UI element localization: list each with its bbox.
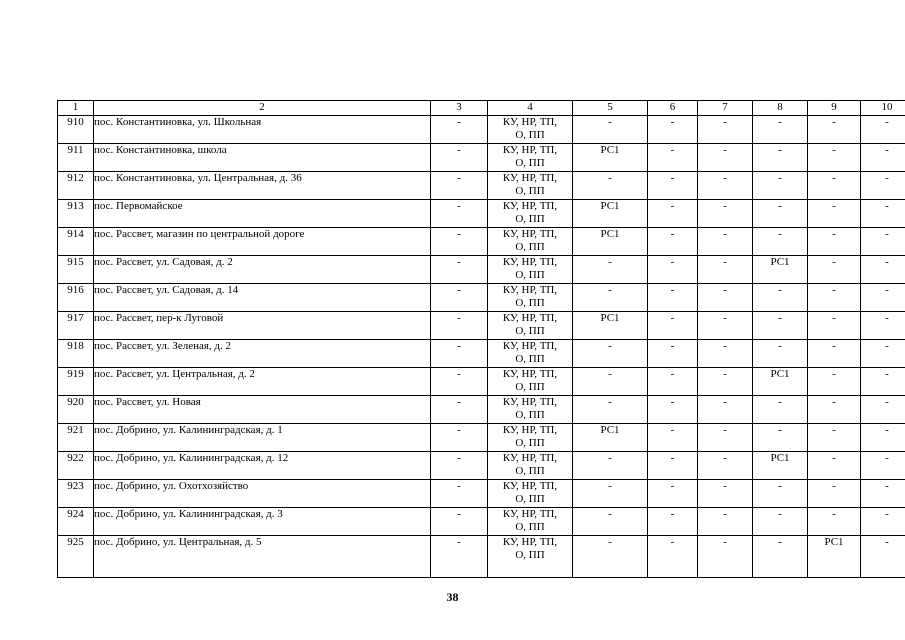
col4-line1: КУ, НР, ТП, (502, 536, 558, 548)
col5-cell: - (573, 256, 648, 284)
col6-cell: - (648, 508, 698, 536)
table-row (58, 424, 905, 452)
col4-line1: КУ, НР, ТП, (502, 144, 558, 156)
col7-cell: - (698, 340, 753, 368)
col9-cell: - (808, 172, 861, 200)
col7-cell: - (698, 200, 753, 228)
header-row (58, 101, 905, 116)
col4-line2: О, ПП (515, 493, 545, 505)
col8-cell: - (753, 144, 808, 172)
col10-cell: - (861, 228, 905, 256)
col4-line2: О, ПП (515, 353, 545, 365)
col10-cell: - (861, 340, 905, 368)
col5-cell: - (573, 116, 648, 144)
col5-cell: РС1 (573, 200, 648, 228)
col10-cell: - (861, 396, 905, 424)
col4-line2: О, ПП (515, 549, 545, 561)
col4-cell (488, 340, 573, 368)
col4-line2: О, ПП (515, 325, 545, 337)
col9-cell: - (808, 508, 861, 536)
header-cell: 9 (808, 101, 861, 116)
col4-cell (488, 536, 573, 578)
col9-cell: - (808, 312, 861, 340)
col4-cell (488, 368, 573, 396)
col10-cell: - (861, 508, 905, 536)
table-row (58, 480, 905, 508)
col10-cell: - (861, 452, 905, 480)
col4-line2: О, ПП (515, 241, 545, 253)
table-row (58, 256, 905, 284)
col4-line1: КУ, НР, ТП, (502, 480, 558, 492)
col9-cell: - (808, 144, 861, 172)
header-cell: 5 (573, 101, 648, 116)
col7-cell: - (698, 312, 753, 340)
row-number-cell: 917 (58, 312, 94, 340)
location-name-cell: пос. Добрино, ул. Калининградская, д. 3 (94, 508, 431, 536)
col4-cell (488, 312, 573, 340)
location-name-cell: пос. Константиновка, ул. Школьная (94, 116, 431, 144)
col4-cell (488, 284, 573, 312)
col6-cell: - (648, 200, 698, 228)
col10-cell: - (861, 172, 905, 200)
page-number: 38 (446, 590, 459, 604)
row-number-cell: 920 (58, 396, 94, 424)
row-number-cell: 925 (58, 536, 94, 578)
col4-cell (488, 228, 573, 256)
col5-cell: - (573, 340, 648, 368)
col10-cell: - (861, 480, 905, 508)
col6-cell: - (648, 452, 698, 480)
col6-cell: - (648, 228, 698, 256)
col9-cell: - (808, 256, 861, 284)
col6-cell: - (648, 340, 698, 368)
col9-cell: - (808, 228, 861, 256)
col4-cell (488, 256, 573, 284)
table-row (58, 340, 905, 368)
header-cell: 6 (648, 101, 698, 116)
col3-cell: - (431, 508, 488, 536)
table-header (58, 101, 905, 116)
col10-cell: - (861, 536, 905, 578)
row-number-cell: 923 (58, 480, 94, 508)
col4-line1: КУ, НР, ТП, (502, 452, 558, 464)
col6-cell: - (648, 368, 698, 396)
col3-cell: - (431, 536, 488, 578)
row-number-cell: 910 (58, 116, 94, 144)
col10-cell: - (861, 116, 905, 144)
col5-cell: РС1 (573, 144, 648, 172)
col6-cell: - (648, 396, 698, 424)
header-cell: 3 (431, 101, 488, 116)
col5-cell: - (573, 396, 648, 424)
col7-cell: - (698, 256, 753, 284)
col4-line1: КУ, НР, ТП, (502, 116, 558, 128)
col4-line1: КУ, НР, ТП, (502, 508, 558, 520)
col8-cell: - (753, 200, 808, 228)
col8-cell: - (753, 172, 808, 200)
col4-line2: О, ПП (515, 437, 545, 449)
col8-cell: РС1 (753, 368, 808, 396)
col4-cell (488, 508, 573, 536)
location-name-cell: пос. Рассвет, ул. Садовая, д. 14 (94, 284, 431, 312)
col4-cell (488, 116, 573, 144)
col3-cell: - (431, 452, 488, 480)
location-name-cell: пос. Рассвет, ул. Новая (94, 396, 431, 424)
col5-cell: - (573, 508, 648, 536)
header-cell: 7 (698, 101, 753, 116)
col7-cell: - (698, 508, 753, 536)
location-name-cell: пос. Рассвет, пер-к Луговой (94, 312, 431, 340)
location-name-cell: пос. Рассвет, магазин по центральной дороге (94, 228, 431, 256)
col6-cell: - (648, 536, 698, 578)
col6-cell: - (648, 284, 698, 312)
col6-cell: - (648, 116, 698, 144)
col7-cell: - (698, 396, 753, 424)
location-name-cell: пос. Константиновка, школа (94, 144, 431, 172)
col7-cell: - (698, 424, 753, 452)
col10-cell: - (861, 312, 905, 340)
col4-line1: КУ, НР, ТП, (502, 284, 558, 296)
col6-cell: - (648, 144, 698, 172)
col5-cell: - (573, 480, 648, 508)
col7-cell: - (698, 228, 753, 256)
col8-cell: - (753, 424, 808, 452)
col4-line2: О, ПП (515, 521, 545, 533)
location-name-cell: пос. Добрино, ул. Центральная, д. 5 (94, 536, 431, 578)
col7-cell: - (698, 368, 753, 396)
col9-cell: - (808, 480, 861, 508)
col4-cell (488, 144, 573, 172)
col4-line1: КУ, НР, ТП, (502, 340, 558, 352)
col9-cell: - (808, 284, 861, 312)
table-row (58, 116, 905, 144)
col7-cell: - (698, 284, 753, 312)
col9-cell: - (808, 368, 861, 396)
col4-line1: КУ, НР, ТП, (502, 256, 558, 268)
row-number-cell: 911 (58, 144, 94, 172)
col5-cell: - (573, 536, 648, 578)
col10-cell: - (861, 284, 905, 312)
col6-cell: - (648, 312, 698, 340)
row-number-cell: 922 (58, 452, 94, 480)
col4-line2: О, ПП (515, 157, 545, 169)
col5-cell: - (573, 284, 648, 312)
col8-cell: - (753, 508, 808, 536)
col4-line2: О, ПП (515, 465, 545, 477)
col6-cell: - (648, 256, 698, 284)
col3-cell: - (431, 172, 488, 200)
location-name-cell: пос. Добрино, ул. Калининградская, д. 1 (94, 424, 431, 452)
col4-cell (488, 172, 573, 200)
col4-line1: КУ, НР, ТП, (502, 368, 558, 380)
table-body (58, 116, 905, 578)
col3-cell: - (431, 340, 488, 368)
col9-cell: - (808, 424, 861, 452)
col3-cell: - (431, 200, 488, 228)
col7-cell: - (698, 116, 753, 144)
col8-cell: - (753, 312, 808, 340)
header-cell: 2 (94, 101, 431, 116)
row-number-cell: 914 (58, 228, 94, 256)
col7-cell: - (698, 452, 753, 480)
col4-cell (488, 452, 573, 480)
col4-line1: КУ, НР, ТП, (502, 424, 558, 436)
col9-cell: - (808, 116, 861, 144)
table-row (58, 536, 905, 578)
row-number-cell: 919 (58, 368, 94, 396)
col6-cell: - (648, 172, 698, 200)
location-name-cell: пос. Первомайское (94, 200, 431, 228)
col5-cell: - (573, 172, 648, 200)
col5-cell: РС1 (573, 228, 648, 256)
location-name-cell: пос. Добрино, ул. Охотхозяйство (94, 480, 431, 508)
row-number-cell: 913 (58, 200, 94, 228)
col8-cell: - (753, 284, 808, 312)
col9-cell: - (808, 396, 861, 424)
col4-line1: КУ, НР, ТП, (502, 172, 558, 184)
header-cell: 8 (753, 101, 808, 116)
col8-cell: - (753, 340, 808, 368)
col10-cell: - (861, 200, 905, 228)
col4-line2: О, ПП (515, 297, 545, 309)
location-name-cell: пос. Добрино, ул. Калининградская, д. 12 (94, 452, 431, 480)
table-row (58, 396, 905, 424)
col4-line1: КУ, НР, ТП, (502, 228, 558, 240)
col7-cell: - (698, 536, 753, 578)
col3-cell: - (431, 116, 488, 144)
row-number-cell: 912 (58, 172, 94, 200)
table-row (58, 284, 905, 312)
col8-cell: РС1 (753, 256, 808, 284)
col4-cell (488, 396, 573, 424)
col10-cell: - (861, 256, 905, 284)
header-cell: 4 (488, 101, 573, 116)
col10-cell: - (861, 144, 905, 172)
col4-line2: О, ПП (515, 409, 545, 421)
location-name-cell: пос. Рассвет, ул. Садовая, д. 2 (94, 256, 431, 284)
register-table (57, 100, 905, 578)
table-row (58, 452, 905, 480)
col4-line2: О, ПП (515, 381, 545, 393)
col10-cell: - (861, 368, 905, 396)
col3-cell: - (431, 396, 488, 424)
header-cell: 1 (58, 101, 94, 116)
col4-line1: КУ, НР, ТП, (502, 396, 558, 408)
col3-cell: - (431, 480, 488, 508)
location-name-cell: пос. Рассвет, ул. Центральная, д. 2 (94, 368, 431, 396)
row-number-cell: 916 (58, 284, 94, 312)
col4-line2: О, ПП (515, 185, 545, 197)
col4-line2: О, ПП (515, 213, 545, 225)
col4-cell (488, 480, 573, 508)
col6-cell: - (648, 480, 698, 508)
col10-cell: - (861, 424, 905, 452)
col5-cell: РС1 (573, 312, 648, 340)
col3-cell: - (431, 312, 488, 340)
row-number-cell: 924 (58, 508, 94, 536)
col9-cell: - (808, 200, 861, 228)
col4-line2: О, ПП (515, 269, 545, 281)
col4-cell (488, 424, 573, 452)
col7-cell: - (698, 172, 753, 200)
location-name-cell: пос. Константиновка, ул. Центральная, д. 36 (94, 172, 431, 200)
col3-cell: - (431, 144, 488, 172)
row-number-cell: 918 (58, 340, 94, 368)
col4-line1: КУ, НР, ТП, (502, 200, 558, 212)
header-cell: 10 (861, 101, 905, 116)
col4-line1: КУ, НР, ТП, (502, 312, 558, 324)
col8-cell: - (753, 480, 808, 508)
col5-cell: - (573, 368, 648, 396)
table-row (58, 368, 905, 396)
col8-cell: РС1 (753, 452, 808, 480)
table-row (58, 228, 905, 256)
table-row (58, 312, 905, 340)
col3-cell: - (431, 368, 488, 396)
row-number-cell: 921 (58, 424, 94, 452)
col3-cell: - (431, 256, 488, 284)
col8-cell: - (753, 116, 808, 144)
col8-cell: - (753, 228, 808, 256)
col5-cell: РС1 (573, 424, 648, 452)
col4-line2: О, ПП (515, 129, 545, 141)
col9-cell: РС1 (808, 536, 861, 578)
col3-cell: - (431, 284, 488, 312)
col8-cell: - (753, 396, 808, 424)
col9-cell: - (808, 340, 861, 368)
col5-cell: - (573, 452, 648, 480)
col9-cell: - (808, 452, 861, 480)
table-row (58, 508, 905, 536)
table-row (58, 200, 905, 228)
row-number-cell: 915 (58, 256, 94, 284)
table-row (58, 144, 905, 172)
col7-cell: - (698, 480, 753, 508)
col3-cell: - (431, 228, 488, 256)
col8-cell: - (753, 536, 808, 578)
table-row (58, 172, 905, 200)
location-name-cell: пос. Рассвет, ул. Зеленая, д. 2 (94, 340, 431, 368)
col4-cell (488, 200, 573, 228)
col6-cell: - (648, 424, 698, 452)
col7-cell: - (698, 144, 753, 172)
col3-cell: - (431, 424, 488, 452)
